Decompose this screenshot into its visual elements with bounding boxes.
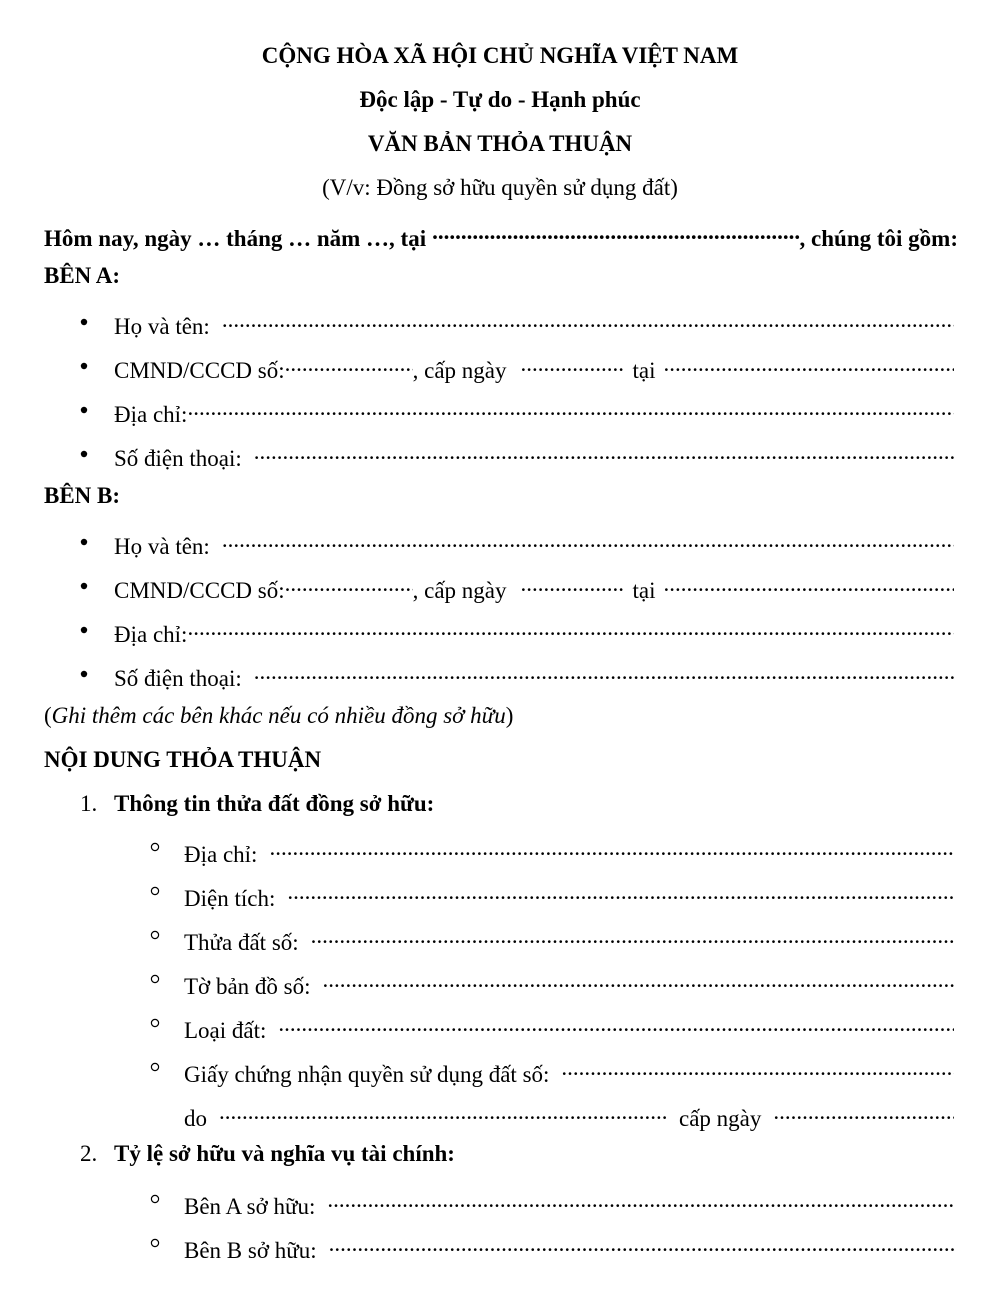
party-a-share-field[interactable]	[327, 1186, 954, 1214]
issued-date-field[interactable]	[773, 1098, 954, 1126]
party-a-name-label: Họ và tên:	[114, 314, 210, 339]
land-address-field[interactable]	[269, 834, 954, 862]
land-area-row	[184, 878, 954, 913]
party-b-id-label: CMND/CCCD số:	[114, 578, 285, 603]
note-text: Ghi thêm các bên khác nếu có nhiều đồng sở hữu	[51, 703, 506, 728]
additional-parties-note	[44, 702, 513, 730]
party-b-id-issued-label: , cấp ngày	[412, 578, 507, 603]
circle-bullet-icon	[150, 1018, 160, 1028]
party-a-id-issued-label: , cấp ngày	[412, 358, 507, 383]
issued-by-label: do	[184, 1106, 207, 1131]
circle-bullet-icon	[150, 1062, 160, 1072]
party-b-address-row	[114, 614, 954, 649]
party-b-name-row	[114, 526, 954, 561]
plot-number-label: Thửa đất số:	[184, 930, 299, 955]
party-a-phone-field[interactable]	[254, 438, 954, 466]
circle-bullet-icon	[150, 930, 160, 940]
bullet-icon	[80, 670, 90, 680]
land-address-label: Địa chỉ:	[184, 842, 258, 867]
party-b-id-place-field[interactable]	[664, 570, 954, 598]
intro-line	[44, 218, 958, 253]
issued-by-field[interactable]	[219, 1098, 667, 1126]
party-b-heading: BÊN B:	[44, 483, 121, 508]
land-area-field[interactable]	[287, 878, 954, 906]
intro-place-field[interactable]	[432, 218, 799, 246]
land-type-label: Loại đất:	[184, 1018, 267, 1043]
plot-number-row	[184, 922, 954, 957]
circle-bullet-icon	[150, 842, 160, 852]
certificate-label: Giấy chứng nhận quyền sử dụng đất số:	[184, 1062, 550, 1087]
national-title: CỘNG HÒA XÃ HỘI CHỦ NGHĨA VIỆT NAM	[261, 43, 739, 68]
land-type-field[interactable]	[278, 1010, 954, 1038]
party-b-phone-field[interactable]	[254, 658, 954, 686]
intro-prefix: Hôm nay, ngày … tháng … năm …, tại	[44, 226, 427, 251]
section-1-number: 1.	[80, 791, 98, 816]
circle-bullet-icon	[150, 1194, 160, 1204]
map-sheet-label: Tờ bản đồ số:	[184, 974, 311, 999]
bullet-icon	[80, 538, 90, 548]
bullet-icon	[80, 362, 90, 372]
party-a-id-place-field[interactable]	[664, 350, 954, 378]
party-a-phone-row	[114, 438, 954, 473]
note-close-paren: )	[505, 703, 514, 728]
party-b-id-row	[114, 570, 954, 605]
party-b-name-label: Họ và tên:	[114, 534, 210, 559]
party-b-id-place-label: tại	[632, 578, 656, 603]
party-b-share-field[interactable]	[329, 1230, 954, 1258]
party-a-phone-label: Số điện thoại:	[114, 446, 242, 471]
party-a-name-row	[114, 306, 954, 341]
issued-date-label: cấp ngày	[679, 1106, 762, 1131]
map-sheet-field[interactable]	[323, 966, 954, 994]
bullet-icon	[80, 582, 90, 592]
map-sheet-row	[184, 966, 954, 1001]
certificate-row	[184, 1054, 954, 1089]
bullet-icon	[80, 450, 90, 460]
bullet-icon	[80, 626, 90, 636]
party-b-id-field[interactable]	[285, 570, 413, 598]
certificate-number-field[interactable]	[561, 1054, 954, 1082]
party-b-share-label: Bên B sở hữu:	[184, 1238, 317, 1263]
party-a-id-field[interactable]	[285, 350, 413, 378]
land-address-row	[184, 834, 954, 869]
intro-suffix: , chúng tôi gồm:	[799, 226, 958, 251]
party-a-address-row	[114, 394, 954, 429]
land-type-row	[184, 1010, 954, 1045]
party-a-share-label: Bên A sở hữu:	[184, 1194, 316, 1219]
certificate-issuer-row	[184, 1098, 954, 1133]
party-b-address-field[interactable]	[187, 614, 954, 642]
bullet-icon	[80, 318, 90, 328]
circle-bullet-icon	[150, 1238, 160, 1248]
party-a-name-field[interactable]	[222, 306, 954, 334]
party-a-id-label: CMND/CCCD số:	[114, 358, 285, 383]
section-2-number: 2.	[80, 1141, 98, 1166]
party-a-share-row	[184, 1186, 954, 1221]
section-1-title: Thông tin thửa đất đồng sở hữu:	[114, 791, 435, 816]
agreement-content-heading: NỘI DUNG THỎA THUẬN	[44, 747, 322, 772]
party-a-id-place-label: tại	[632, 358, 656, 383]
party-b-share-row	[184, 1230, 954, 1265]
circle-bullet-icon	[150, 886, 160, 896]
party-b-phone-label: Số điện thoại:	[114, 666, 242, 691]
party-a-address-label: Địa chỉ:	[114, 402, 188, 427]
note-open-paren: (	[44, 703, 52, 728]
party-b-address-label: Địa chỉ:	[114, 622, 188, 647]
party-b-name-field[interactable]	[222, 526, 954, 554]
party-b-id-date-field[interactable]	[521, 570, 625, 598]
national-motto: Độc lập - Tự do - Hạnh phúc	[359, 87, 641, 112]
party-a-id-row	[114, 350, 954, 385]
document-title: VĂN BẢN THỎA THUẬN	[367, 131, 633, 156]
bullet-icon	[80, 406, 90, 416]
party-a-heading: BÊN A:	[44, 263, 121, 288]
party-b-phone-row	[114, 658, 954, 693]
plot-number-field[interactable]	[311, 922, 954, 950]
land-area-label: Diện tích:	[184, 886, 276, 911]
circle-bullet-icon	[150, 974, 160, 984]
party-a-address-field[interactable]	[187, 394, 954, 422]
document-subject: (V/v: Đồng sở hữu quyền sử dụng đất)	[322, 175, 678, 200]
party-a-id-date-field[interactable]	[521, 350, 625, 378]
section-2-title: Tỷ lệ sở hữu và nghĩa vụ tài chính:	[114, 1141, 455, 1166]
